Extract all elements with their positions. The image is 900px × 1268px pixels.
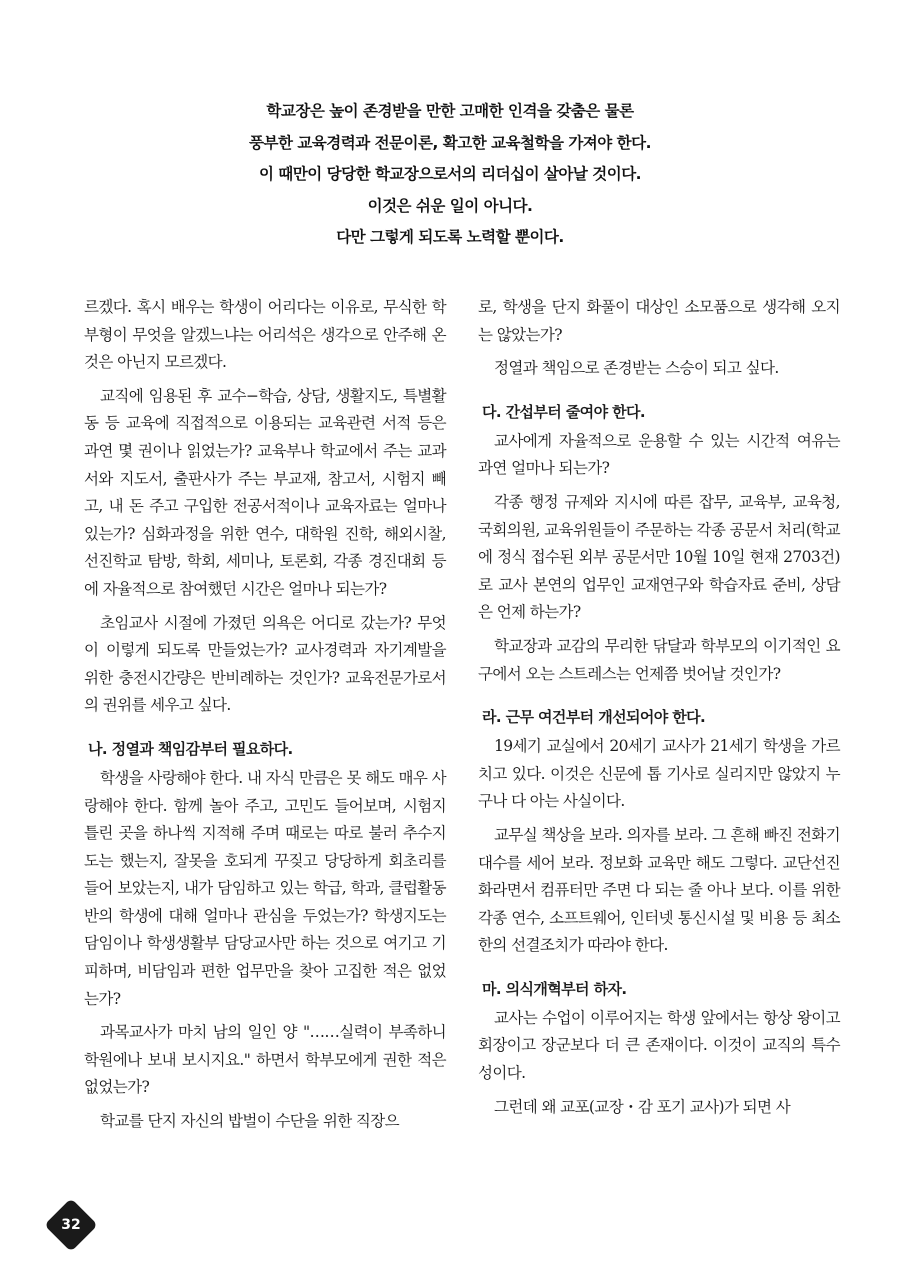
left-column <box>84 294 446 1142</box>
pull-quote-line: 다만 그렇게 되도록 노력할 뿐이다. <box>336 228 564 246</box>
page-number: 32 <box>61 1217 81 1233</box>
pull-quote-line: 이 때만이 당당한 학교장으로서의 리더십이 살아날 것이다. <box>258 165 642 183</box>
paragraph: 각종 행정 규제와 지시에 따른 잡무, 교육부, 교육청, 국회의원, 교육위원들이 주문하는 각종 공문서 처리(학교에 정식 접수된 외부 공문서만 10월 10일 현재 2703건)로 교사 본연의 업무인 교재연구와 학습자료 준비, 상담은 언제 하는가? <box>478 492 840 622</box>
paragraph: 정열과 책임으로 존경받는 스승이 되고 싶다. <box>494 359 779 378</box>
paragraph: 르겠다. 혹시 배우는 학생이 어리다는 이유로, 무식한 학부형이 무엇을 알겠느냐는 어리석은 생각으로 안주해 온 것은 아닌지 모르겠다. <box>84 298 446 372</box>
paragraph: 과목교사가 마치 남의 일인 양 "……실력이 부족하니 학원에나 보내 보시지요." 하면서 학부모에게 권한 적은 없었는가? <box>84 1023 446 1097</box>
section-heading: 마. 의식개혁부터 하자. <box>482 979 627 998</box>
section-heading: 라. 근무 여건부터 개선되어야 한다. <box>482 708 706 727</box>
section-heading: 나. 정열과 책임감부터 필요하다. <box>88 739 293 758</box>
paragraph: 교사에게 자율적으로 운용할 수 있는 시간적 여유는 과연 얼마나 되는가? <box>478 431 840 478</box>
pull-quote-line: 학교장은 높이 존경받을 만한 고매한 인격을 갖춤은 물론 <box>266 102 634 120</box>
pull-quote-line: 이것은 쉬운 일이 아니다. <box>367 196 533 215</box>
paragraph: 초임교사 시절에 가졌던 의욕은 어디로 갔는가? 무엇이 이렇게 되도록 만들었는가? 교사경력과 자기계발을 위한 충전시간량은 반비례하는 것인가? 교육전문가로서의 권위를 세우고 싶다. <box>84 613 446 715</box>
paragraph: 로, 학생을 단지 화풀이 대상인 소모품으로 생각해 오지는 않았는가? <box>478 298 840 344</box>
pull-quote <box>150 96 750 254</box>
paragraph: 19세기 교실에서 20세기 교사가 21세기 학생을 가르치고 있다. 이것은 신문에 톱 기사로 실리지만 않았지 누구나 다 아는 사실이다. <box>478 737 840 811</box>
paragraph: 교사는 수업이 이루어지는 학생 앞에서는 항상 왕이고 회장이고 장군보다 더 큰 존재이다. 이것이 교직의 특수성이다. <box>478 1008 840 1083</box>
paragraph: 학생을 사랑해야 한다. 내 자식 만큼은 못 해도 매우 사랑해야 한다. 함께 놀아 주고, 고민도 들어보며, 시험지 틀린 곳을 하나씩 지적해 주며 때로는 따로 불러 추수지도는 했는지, 잘못을 호되게 꾸짖고 당당하게 회초리를 들어 보았는지, 내가 담임하고 있는 학급, 학과, 클럽활동반의 학생에 대해 얼마나 관심을 두었는가? 학생지도는 담임이나 학생생활부 담당교사만 하는 것으로 여기고 기피하며, 비담임과 편한 업무만을 찾아 고집한 적은 없었는가? <box>84 768 446 1008</box>
paragraph: 학교를 단지 자신의 밥벌이 수단을 위한 직장으 <box>100 1112 400 1131</box>
paragraph: 교무실 책상을 보라. 의자를 보라. 그 흔해 빠진 전화기 대수를 세어 보라. 정보화 교육만 해도 그렇다. 교단선진화라면서 컴퓨터만 주면 다 되는 줄 아나 보다. 이를 위한 각종 연수, 소프트웨어, 인터넷 통신시설 및 비용 등 최소한의 선결조치가 따라야 한다. <box>478 825 840 955</box>
pull-quote-line: 풍부한 교육경력과 전문이론, 확고한 교육철학을 가져야 한다. <box>249 133 651 152</box>
section-heading: 다. 간섭부터 줄여야 한다. <box>482 402 645 421</box>
paragraph: 교직에 임용된 후 교수−학습, 상담, 생활지도, 특별활동 등 교육에 직접적으로 이용되는 교육관련 서적 등은 과연 몇 권이나 읽었는가? 교육부나 학교에서 주는 교과서와 지도서, 출판사가 주는 부교재, 참고서, 시험지 빼고, 내 돈 주고 구입한 전공서적이나 교육자료는 얼마나 있는가? 심화과정을 위한 연수, 대학원 진학, 해외시찰, 선진학교 탐방, 학회, 세미나, 토론회, 각종 경진대회 등에 자율적으로 참여했던 시간은 얼마나 되는가? <box>84 386 446 598</box>
paragraph: 그런데 왜 교포(교장・감 포기 교사)가 되면 사 <box>494 1097 791 1116</box>
right-column <box>478 294 840 1127</box>
paragraph: 학교장과 교감의 무리한 닦달과 학부모의 이기적인 요구에서 오는 스트레스는 언제쯤 벗어날 것인가? <box>478 636 840 683</box>
